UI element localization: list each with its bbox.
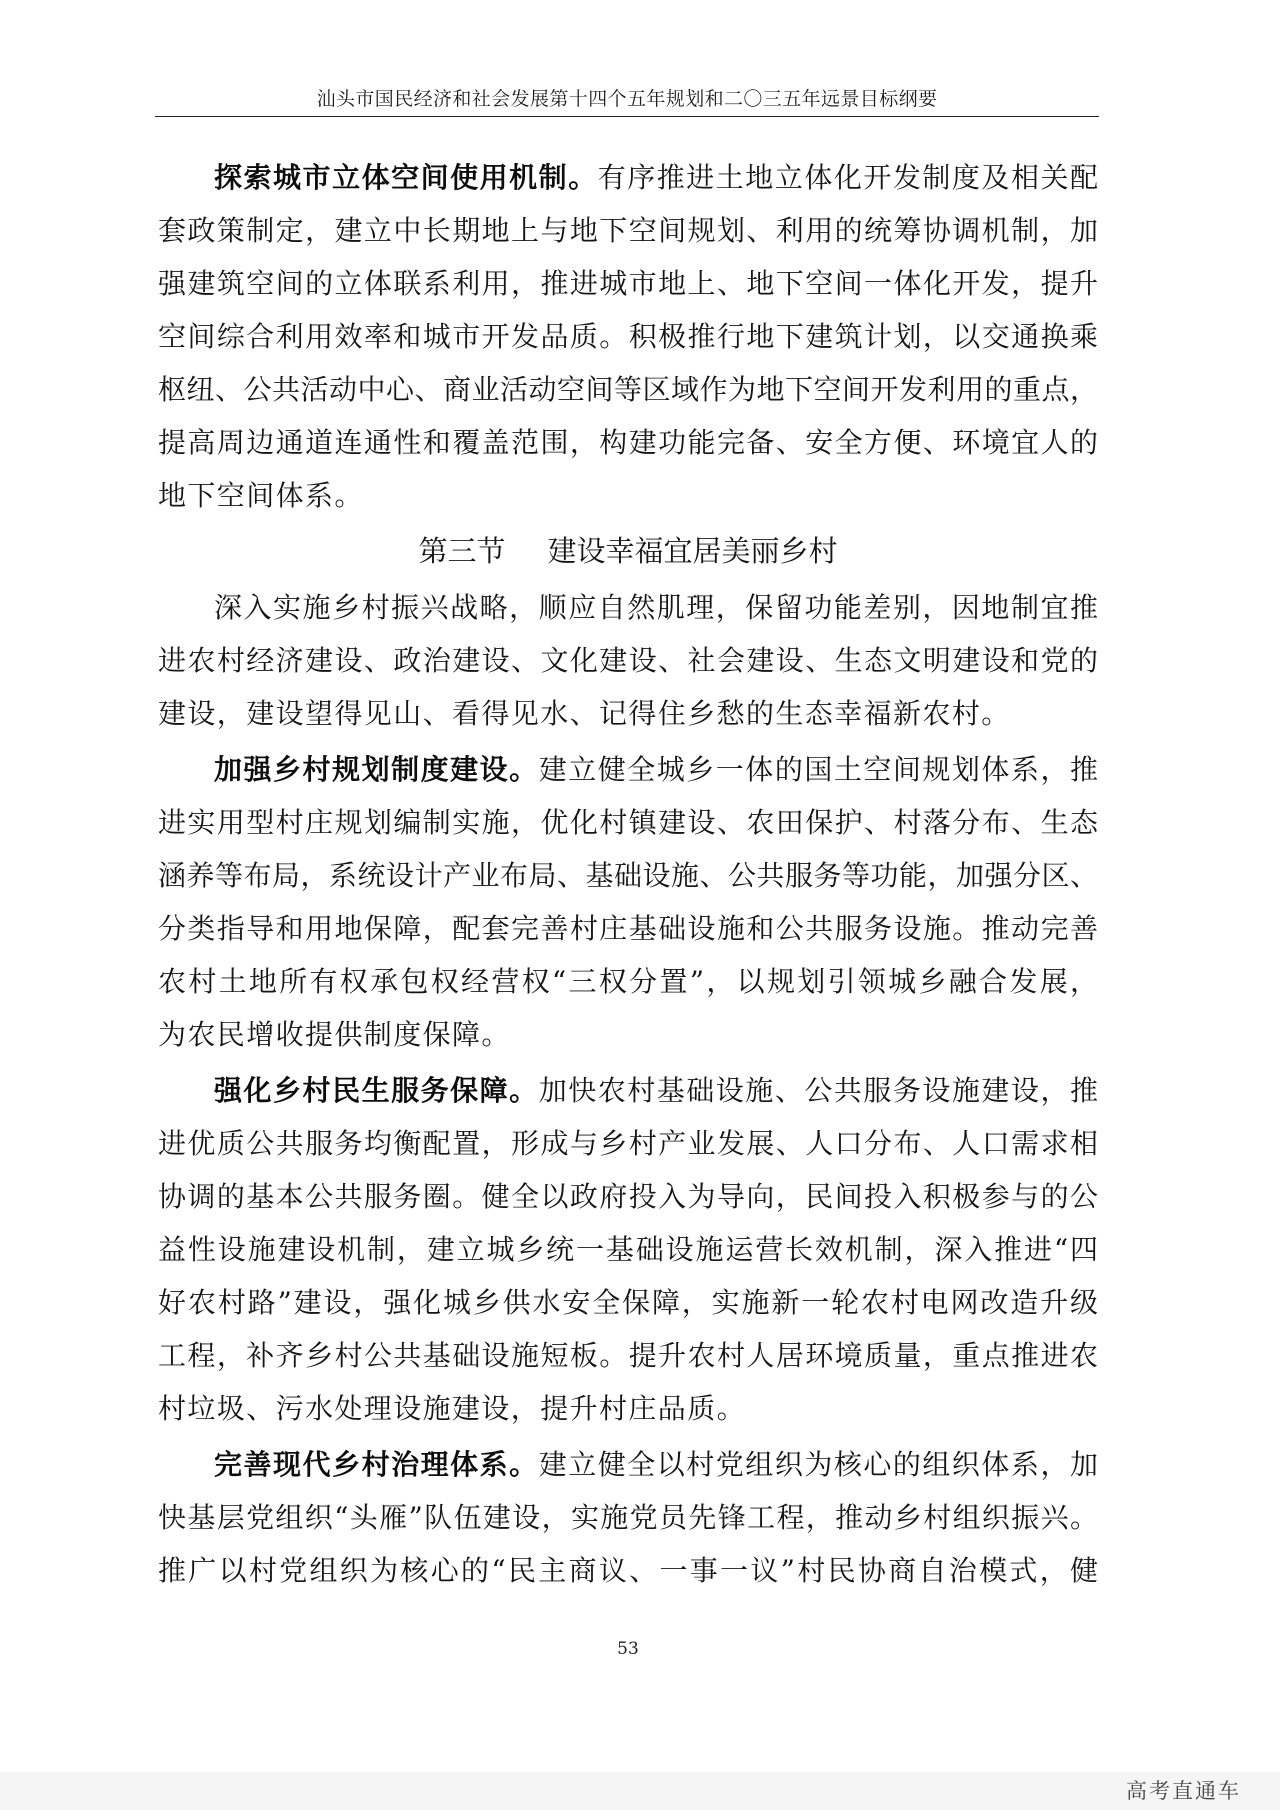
paragraph-line: 强建筑空间的立体联系利用，推进城市地上、地下空间一体化开发，提升 <box>158 267 1098 300</box>
paragraph-lead: 探索城市立体空间使用机制。 <box>214 161 598 194</box>
paragraph-line: 快基层党组织“头雁”队伍建设，实施党员先锋工程，推动乡村组织振兴。 <box>158 1501 1098 1534</box>
section-title: 建设幸福宜居美丽乡村 <box>547 534 838 568</box>
paragraph-lead: 强化乡村民生服务保障。 <box>214 1074 539 1107</box>
paragraph-lead: 加强乡村规划制度建设。 <box>214 753 539 786</box>
paragraph-line: 建设，建设望得见山、看得见水、记得住乡愁的生态幸福新农村。 <box>158 697 1011 730</box>
body-text <box>158 151 1098 1597</box>
paragraph-line <box>158 1064 1098 1117</box>
paragraph-section-intro <box>158 581 1098 740</box>
paragraph-line: 好农村路”建设，强化城乡供水安全保障，实施新一轮农村电网改造升级 <box>158 1286 1098 1319</box>
section-heading <box>158 525 1098 578</box>
paragraph-line: 工程，补齐乡村公共基础设施短板。提升农村人居环境质量，重点推进农 <box>158 1339 1098 1372</box>
paragraph-line-text: 有序推进土地立体化开发制度及相关配 <box>597 161 1098 194</box>
paragraph-line-text: 建立健全城乡一体的国土空间规划体系，推 <box>538 753 1098 786</box>
paragraph-line: 益性设施建设机制，建立城乡统一基础设施运营长效机制，深入推进“四 <box>158 1233 1098 1266</box>
paragraph-line: 套政策制定，建立中长期地上与地下空间规划、利用的统筹协调机制，加 <box>158 214 1098 247</box>
paragraph-line <box>158 1438 1098 1491</box>
paragraph-line-text: 加快农村基础设施、公共服务设施建设，推 <box>538 1074 1098 1107</box>
paragraph-line: 提高周边通道连通性和覆盖范围，构建功能完备、安全方便、环境宜人的 <box>158 426 1098 459</box>
watermark-strip <box>0 1772 1280 1810</box>
running-header: 汕头市国民经济和社会发展第十四个五年规划和二〇三五年远景目标纲要 <box>155 84 1099 117</box>
paragraph-rural-planning <box>158 743 1098 1061</box>
paragraph-line: 空间综合利用效率和城市开发品质。积极推行地下建筑计划，以交通换乘 <box>158 320 1098 353</box>
paragraph-line <box>158 743 1098 796</box>
page-number: 53 <box>617 1639 639 1659</box>
section-number: 第三节 <box>418 534 506 568</box>
paragraph-line: 村垃圾、污水处理设施建设，提升村庄品质。 <box>158 1392 747 1425</box>
paragraph-line: 枢纽、公共活动中心、商业活动空间等区域作为地下空间开发利用的重点， <box>158 373 1098 406</box>
paragraph-line: 进优质公共服务均衡配置，形成与乡村产业发展、人口分布、人口需求相 <box>158 1127 1098 1160</box>
paragraph-rural-services <box>158 1064 1098 1435</box>
paragraph-lead: 完善现代乡村治理体系。 <box>214 1448 539 1481</box>
paragraph-line-text: 建立健全以村党组织为核心的组织体系，加 <box>538 1448 1098 1481</box>
paragraph-line: 地下空间体系。 <box>158 479 364 512</box>
watermark-text: 高考直通车 <box>1126 1779 1241 1803</box>
paragraph-line: 农村土地所有权承包权经营权“三权分置”，以规划引领城乡融合发展， <box>158 965 1098 998</box>
paragraph-rural-governance <box>158 1438 1098 1597</box>
paragraph-underground-space <box>158 151 1098 522</box>
paragraph-line: 进农村经济建设、政治建设、文化建设、社会建设、生态文明建设和党的 <box>158 644 1098 677</box>
paragraph-line: 协调的基本公共服务圈。健全以政府投入为导向，民间投入积极参与的公 <box>158 1180 1098 1213</box>
paragraph-line: 进实用型村庄规划编制实施，优化村镇建设、农田保护、村落分布、生态 <box>158 806 1098 839</box>
paragraph-line <box>158 151 1098 204</box>
paragraph-line: 为农民增收提供制度保障。 <box>158 1018 511 1051</box>
paragraph-line: 涵养等布局，系统设计产业布局、基础设施、公共服务等功能，加强分区、 <box>158 859 1098 892</box>
paragraph-line: 深入实施乡村振兴战略，顺应自然肌理，保留功能差别，因地制宜推 <box>214 591 1098 624</box>
paragraph-line: 推广以村党组织为核心的“民主商议、一事一议”村民协商自治模式，健 <box>158 1554 1098 1587</box>
paragraph-line: 分类指导和用地保障，配套完善村庄基础设施和公共服务设施。推动完善 <box>158 912 1098 945</box>
